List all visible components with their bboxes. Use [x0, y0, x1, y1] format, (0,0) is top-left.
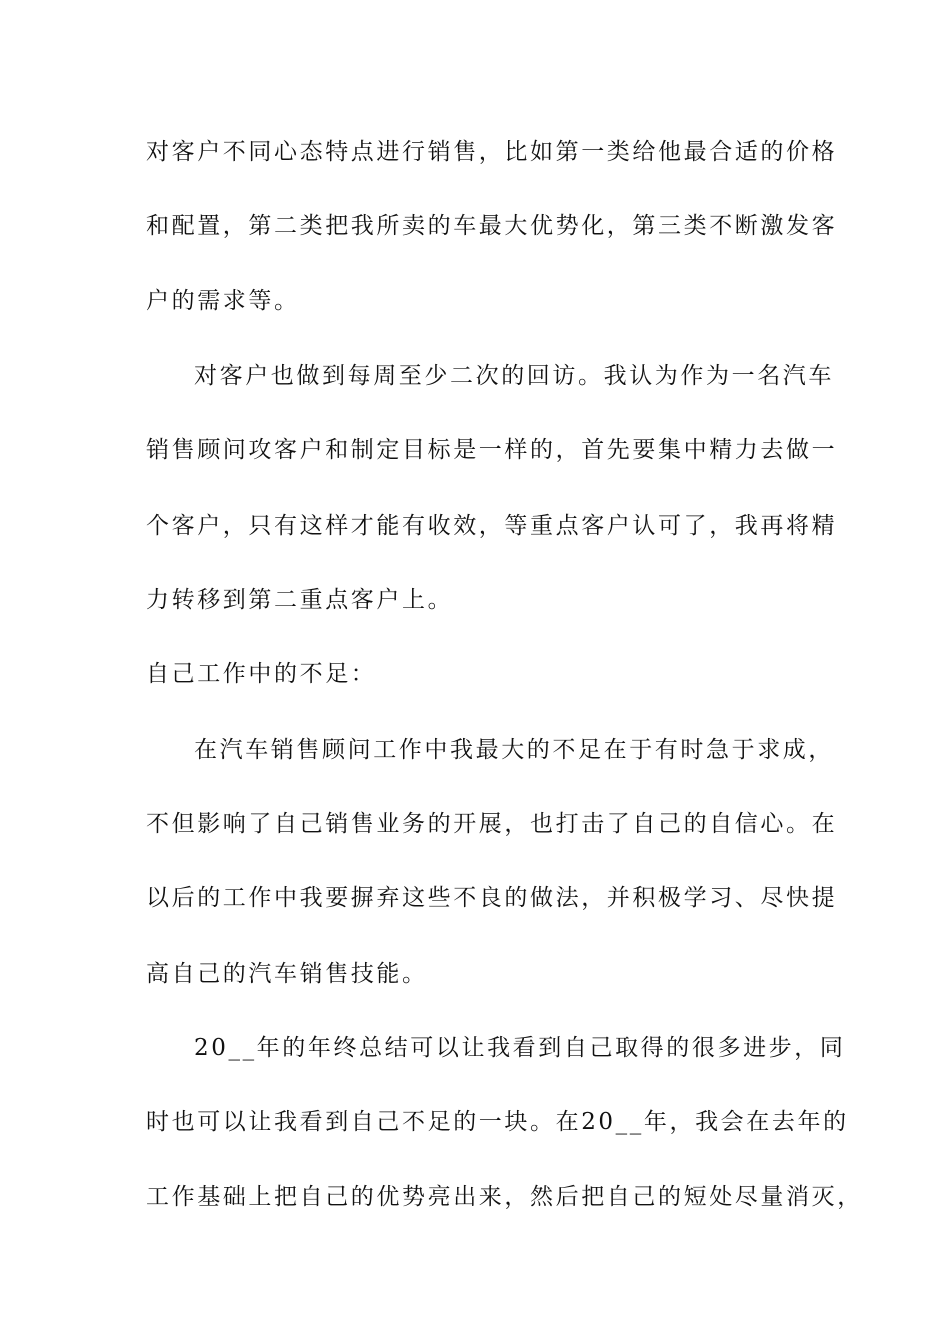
- text-line: 对客户不同心态特点进行销售，比如第一类给他最合适的价格: [146, 139, 838, 165]
- paragraph-first-line: 对客户也做到每周至少二次的回访。我认为作为一名汽车: [194, 363, 834, 389]
- text-line: 不但影响了自己销售业务的开展，也打击了自己的自信心。在: [146, 811, 838, 837]
- paragraph-first-line: 在汽车销售顾问工作中我最大的不足在于有时急于求成，: [194, 737, 834, 763]
- text-line: 高自己的汽车销售技能。: [146, 961, 428, 987]
- text-line: 工作基础上把自己的优势亮出来，然后把自己的短处尽量消灭，: [146, 1184, 863, 1210]
- paragraph-first-line: 20__年的年终总结可以让我看到自己取得的很多进步，同: [194, 1035, 846, 1061]
- text-line: 户的需求等。: [146, 288, 300, 314]
- text-line: 以后的工作中我要摒弃这些不良的做法，并积极学习、尽快提: [146, 885, 838, 911]
- section-heading: 自己工作中的不足：: [146, 661, 377, 687]
- text-line: 时也可以让我看到自己不足的一块。在20__年，我会在去年的: [146, 1109, 849, 1135]
- text-line: 销售顾问攻客户和制定目标是一样的，首先要集中精力去做一: [146, 437, 838, 463]
- text-line: 个客户，只有这样才能有收效，等重点客户认可了，我再将精: [146, 513, 838, 539]
- text-line: 和配置，第二类把我所卖的车最大优势化，第三类不断激发客: [146, 213, 838, 239]
- text-line: 力转移到第二重点客户上。: [146, 587, 454, 613]
